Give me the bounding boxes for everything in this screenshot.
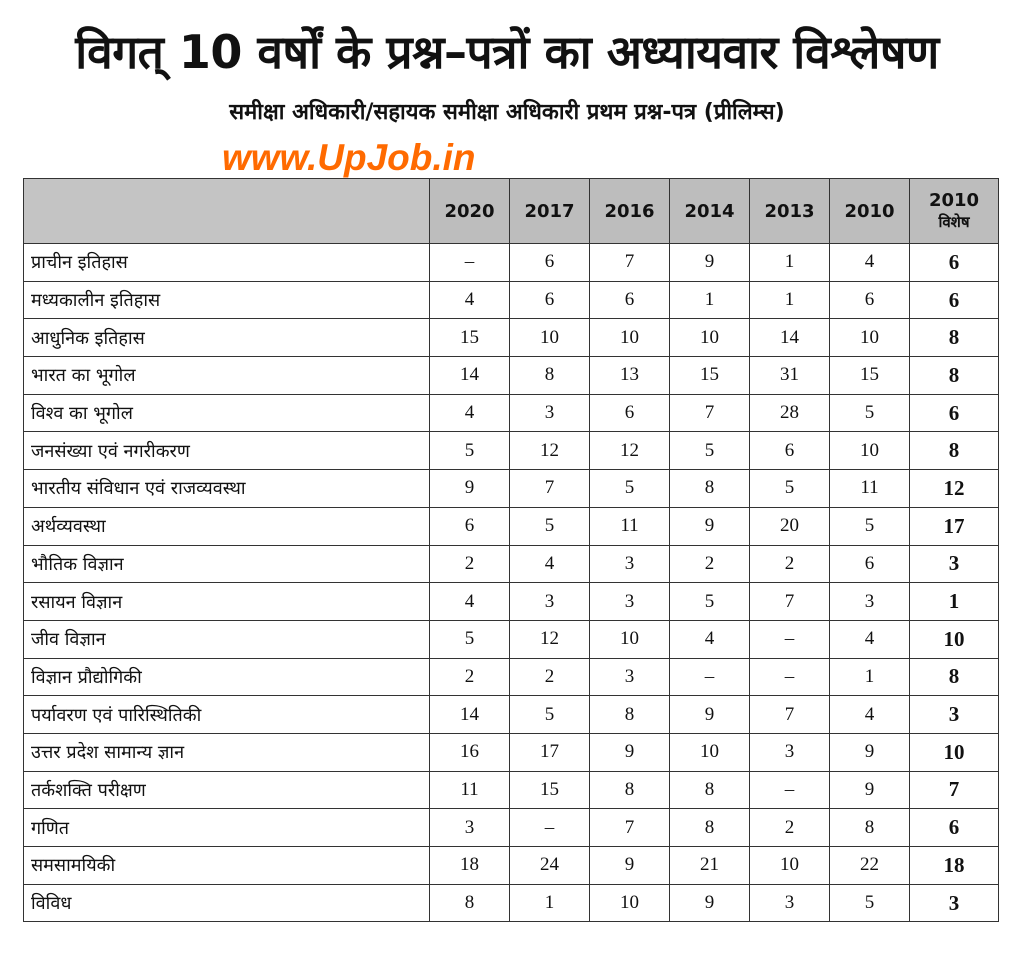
count-cell: 9 [830, 771, 910, 809]
count-cell: 10 [590, 319, 670, 357]
count-cell: 12 [510, 432, 590, 470]
count-cell: 5 [430, 620, 510, 658]
table-row [24, 281, 999, 319]
count-cell: 5 [830, 394, 910, 432]
count-cell: 10 [590, 884, 670, 922]
special-count-cell: 10 [910, 733, 999, 771]
count-cell: 8 [830, 809, 910, 847]
count-cell: 5 [590, 470, 670, 508]
count-cell: 14 [430, 696, 510, 734]
count-cell: – [750, 620, 830, 658]
table-row [24, 771, 999, 809]
subject-cell: जनसंख्या एवं नगरीकरण [24, 432, 430, 470]
count-cell: 3 [510, 394, 590, 432]
table-body [24, 244, 999, 922]
subject-cell: आधुनिक इतिहास [24, 319, 430, 357]
count-cell: 12 [510, 620, 590, 658]
subject-cell: प्राचीन इतिहास [24, 244, 430, 282]
count-cell: 7 [510, 470, 590, 508]
subject-cell: समसामयिकी [24, 847, 430, 885]
special-count-cell: 1 [910, 583, 999, 621]
subject-cell: मध्यकालीन इतिहास [24, 281, 430, 319]
special-count-cell: 3 [910, 696, 999, 734]
count-cell: 7 [590, 244, 670, 282]
count-cell: 4 [830, 620, 910, 658]
count-cell: 4 [430, 583, 510, 621]
count-cell: 9 [670, 507, 750, 545]
subject-cell: गणित [24, 809, 430, 847]
count-cell: 1 [670, 281, 750, 319]
special-count-cell: 8 [910, 357, 999, 395]
table-row [24, 583, 999, 621]
count-cell: 13 [590, 357, 670, 395]
watermark: www.UpJob.in [222, 137, 476, 178]
special-count-cell: 8 [910, 658, 999, 696]
count-cell: 5 [830, 507, 910, 545]
count-cell: 4 [430, 394, 510, 432]
count-cell: 10 [670, 733, 750, 771]
count-cell: 8 [590, 696, 670, 734]
count-cell: 7 [590, 809, 670, 847]
count-cell: 28 [750, 394, 830, 432]
count-cell: 5 [830, 884, 910, 922]
count-cell: 11 [430, 771, 510, 809]
special-count-cell: 17 [910, 507, 999, 545]
count-cell: 1 [750, 281, 830, 319]
count-cell: 17 [510, 733, 590, 771]
count-cell: 1 [830, 658, 910, 696]
count-cell: 4 [670, 620, 750, 658]
special-count-cell: 8 [910, 432, 999, 470]
analysis-table [23, 178, 999, 922]
count-cell: 2 [750, 545, 830, 583]
count-cell: 2 [670, 545, 750, 583]
table-row [24, 884, 999, 922]
header-year-2010: 2010 [830, 179, 910, 244]
table-row [24, 620, 999, 658]
count-cell: 7 [670, 394, 750, 432]
count-cell: 10 [670, 319, 750, 357]
table-row [24, 847, 999, 885]
count-cell: 8 [670, 809, 750, 847]
count-cell: 9 [670, 244, 750, 282]
count-cell: 15 [670, 357, 750, 395]
special-count-cell: 3 [910, 884, 999, 922]
count-cell: 3 [590, 583, 670, 621]
subject-cell: विविध [24, 884, 430, 922]
count-cell: 1 [750, 244, 830, 282]
count-cell: 6 [590, 394, 670, 432]
count-cell: 9 [670, 696, 750, 734]
count-cell: 3 [510, 583, 590, 621]
count-cell: 6 [830, 281, 910, 319]
count-cell: 14 [430, 357, 510, 395]
header-year-2016: 2016 [590, 179, 670, 244]
count-cell: – [430, 244, 510, 282]
count-cell: 31 [750, 357, 830, 395]
count-cell: 1 [510, 884, 590, 922]
count-cell: 5 [670, 432, 750, 470]
count-cell: 8 [670, 470, 750, 508]
count-cell: 5 [750, 470, 830, 508]
count-cell: 3 [750, 884, 830, 922]
special-count-cell: 6 [910, 281, 999, 319]
count-cell: 6 [510, 281, 590, 319]
subject-cell: जीव विज्ञान [24, 620, 430, 658]
special-count-cell: 8 [910, 319, 999, 357]
count-cell: – [750, 658, 830, 696]
count-cell: 21 [670, 847, 750, 885]
special-count-cell: 7 [910, 771, 999, 809]
count-cell: 3 [750, 733, 830, 771]
page-title: विगत् 10 वर्षों के प्रश्न–पत्रों का अध्यायवार विश्लेषण [75, 25, 939, 79]
table-row [24, 733, 999, 771]
header-corner-cell [24, 179, 430, 244]
count-cell: 2 [430, 545, 510, 583]
count-cell: 2 [510, 658, 590, 696]
count-cell: 6 [830, 545, 910, 583]
count-cell: – [750, 771, 830, 809]
table-header [24, 179, 999, 244]
count-cell: 4 [830, 696, 910, 734]
special-header-label: विशेष [938, 213, 970, 231]
count-cell: 11 [590, 507, 670, 545]
count-cell: 8 [670, 771, 750, 809]
count-cell: 15 [510, 771, 590, 809]
header-year-2013: 2013 [750, 179, 830, 244]
count-cell: 6 [430, 507, 510, 545]
table-row [24, 507, 999, 545]
count-cell: 4 [430, 281, 510, 319]
count-cell: 9 [670, 884, 750, 922]
special-count-cell: 3 [910, 545, 999, 583]
count-cell: 7 [750, 696, 830, 734]
count-cell: 3 [590, 658, 670, 696]
count-cell: 24 [510, 847, 590, 885]
subject-cell: पर्यावरण एवं पारिस्थितिकी [24, 696, 430, 734]
special-count-cell: 6 [910, 244, 999, 282]
table-row [24, 545, 999, 583]
count-cell: 22 [830, 847, 910, 885]
count-cell: 15 [430, 319, 510, 357]
count-cell: 9 [590, 733, 670, 771]
special-header-year: 2010 [928, 190, 980, 211]
special-count-cell: 12 [910, 470, 999, 508]
subject-cell: विज्ञान प्रौद्योगिकी [24, 658, 430, 696]
header-year-2014: 2014 [670, 179, 750, 244]
header-row [24, 179, 999, 244]
subject-cell: तर्कशक्ति परीक्षण [24, 771, 430, 809]
special-count-cell: 18 [910, 847, 999, 885]
count-cell: 10 [830, 432, 910, 470]
count-cell: 12 [590, 432, 670, 470]
count-cell: 18 [430, 847, 510, 885]
header-year-2010-special [910, 179, 999, 244]
subject-cell: रसायन विज्ञान [24, 583, 430, 621]
count-cell: 5 [510, 507, 590, 545]
count-cell: 8 [510, 357, 590, 395]
count-cell: 9 [430, 470, 510, 508]
count-cell: 11 [830, 470, 910, 508]
subject-cell: अर्थव्यवस्था [24, 507, 430, 545]
count-cell: – [510, 809, 590, 847]
header-year-2020: 2020 [430, 179, 510, 244]
table-row [24, 658, 999, 696]
count-cell: 20 [750, 507, 830, 545]
count-cell: 10 [830, 319, 910, 357]
count-cell: 9 [830, 733, 910, 771]
count-cell: 6 [750, 432, 830, 470]
subject-cell: विश्व का भूगोल [24, 394, 430, 432]
count-cell: 2 [750, 809, 830, 847]
count-cell: 16 [430, 733, 510, 771]
header-year-2017: 2017 [510, 179, 590, 244]
count-cell: 6 [510, 244, 590, 282]
special-count-cell: 6 [910, 394, 999, 432]
count-cell: 9 [590, 847, 670, 885]
count-cell: 5 [430, 432, 510, 470]
count-cell: 15 [830, 357, 910, 395]
count-cell: 5 [510, 696, 590, 734]
count-cell: 5 [670, 583, 750, 621]
count-cell: 3 [830, 583, 910, 621]
count-cell: 2 [430, 658, 510, 696]
table-row [24, 319, 999, 357]
table-row [24, 696, 999, 734]
count-cell: 8 [430, 884, 510, 922]
subject-cell: भारतीय संविधान एवं राजव्यवस्था [24, 470, 430, 508]
subject-cell: उत्तर प्रदेश सामान्य ज्ञान [24, 733, 430, 771]
count-cell: 14 [750, 319, 830, 357]
count-cell: 4 [830, 244, 910, 282]
page-subtitle: समीक्षा अधिकारी/सहायक समीक्षा अधिकारी प्रथम प्रश्न-पत्र (प्रीलिम्स) [229, 100, 785, 125]
count-cell: 10 [590, 620, 670, 658]
count-cell: 3 [590, 545, 670, 583]
table-row [24, 394, 999, 432]
count-cell: 3 [430, 809, 510, 847]
subject-cell: भारत का भूगोल [24, 357, 430, 395]
table-row [24, 244, 999, 282]
table-row [24, 809, 999, 847]
table-row [24, 470, 999, 508]
count-cell: 6 [590, 281, 670, 319]
count-cell: 4 [510, 545, 590, 583]
special-count-cell: 6 [910, 809, 999, 847]
count-cell: – [670, 658, 750, 696]
special-count-cell: 10 [910, 620, 999, 658]
count-cell: 10 [750, 847, 830, 885]
subject-cell: भौतिक विज्ञान [24, 545, 430, 583]
count-cell: 7 [750, 583, 830, 621]
table-row [24, 432, 999, 470]
count-cell: 8 [590, 771, 670, 809]
table-row [24, 357, 999, 395]
count-cell: 10 [510, 319, 590, 357]
